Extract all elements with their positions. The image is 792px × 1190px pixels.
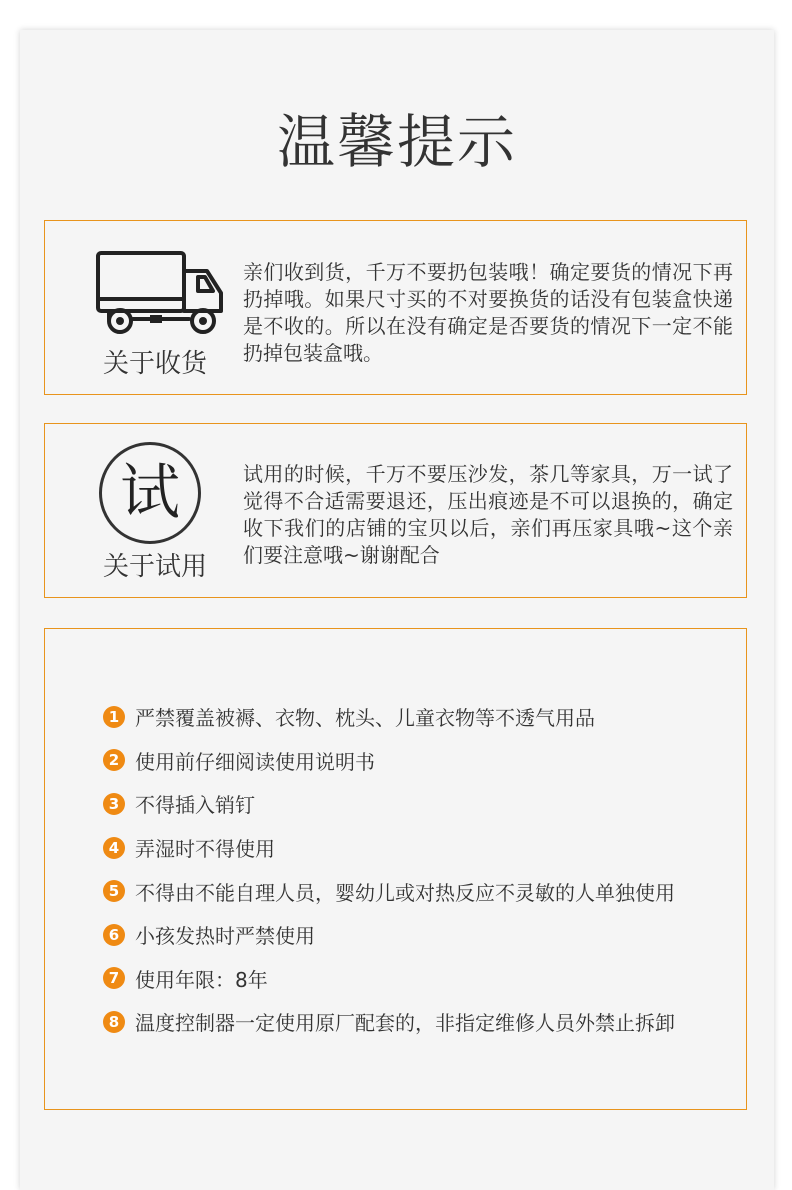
number-badge: 3 <box>103 793 125 815</box>
number-badge: 5 <box>103 880 125 902</box>
list-item <box>103 1000 675 1044</box>
truck-icon <box>95 249 227 337</box>
trial-label: 关于试用 <box>102 552 207 582</box>
number-badge: 7 <box>103 967 125 989</box>
receiving-text: 亲们收到货，千万不要扔包装哦！确定要货的情况下再扔掉哦。如果尺寸买的不对要换货的话没有包装盒快递是不收的。所以在没有确定是否要货的情况下一定不能扔掉包装盒哦。 <box>243 260 733 365</box>
rule-text: 不得由不能自理人员，婴幼儿或对热反应不灵敏的人单独使用 <box>135 880 675 905</box>
rule-text: 使用年限：8年 <box>135 967 268 992</box>
number-badge: 6 <box>103 924 125 946</box>
receiving-label: 关于收货 <box>102 349 207 379</box>
rule-text: 温度控制器一定使用原厂配套的，非指定维修人员外禁止拆卸 <box>135 1011 675 1036</box>
number-badge: 1 <box>103 706 125 728</box>
page-title: 温馨提示 <box>276 108 517 176</box>
rule-text: 弄湿时不得使用 <box>135 837 275 862</box>
list-item <box>103 782 675 826</box>
rules-list <box>103 695 675 1044</box>
rule-text: 严禁覆盖被褥、衣物、枕头、儿童衣物等不透气用品 <box>135 706 595 731</box>
trial-icon: 试 <box>99 442 201 544</box>
trial-section <box>44 423 747 598</box>
receiving-section <box>44 220 747 395</box>
number-badge: 4 <box>103 837 125 859</box>
list-item <box>103 826 675 870</box>
rule-text: 使用前仔细阅读使用说明书 <box>135 749 375 774</box>
list-item <box>103 913 675 957</box>
list-item <box>103 695 675 739</box>
list-item <box>103 957 675 1001</box>
notice-panel <box>20 30 774 1190</box>
list-item <box>103 869 675 913</box>
rule-text: 小孩发热时严禁使用 <box>135 924 315 949</box>
number-badge: 8 <box>103 1011 125 1033</box>
trial-text: 试用的时候，千万不要压沙发，茶几等家具，万一试了觉得不合适需要退还，压出痕迹是不可以退换的，确定收下我们的店铺的宝贝以后，亲们再压家具哦~这个亲们要注意哦~谢谢配合 <box>243 462 733 567</box>
number-badge: 2 <box>103 749 125 771</box>
rules-section <box>44 628 747 1110</box>
list-item <box>103 739 675 783</box>
rule-text: 不得插入销钉 <box>135 793 255 818</box>
